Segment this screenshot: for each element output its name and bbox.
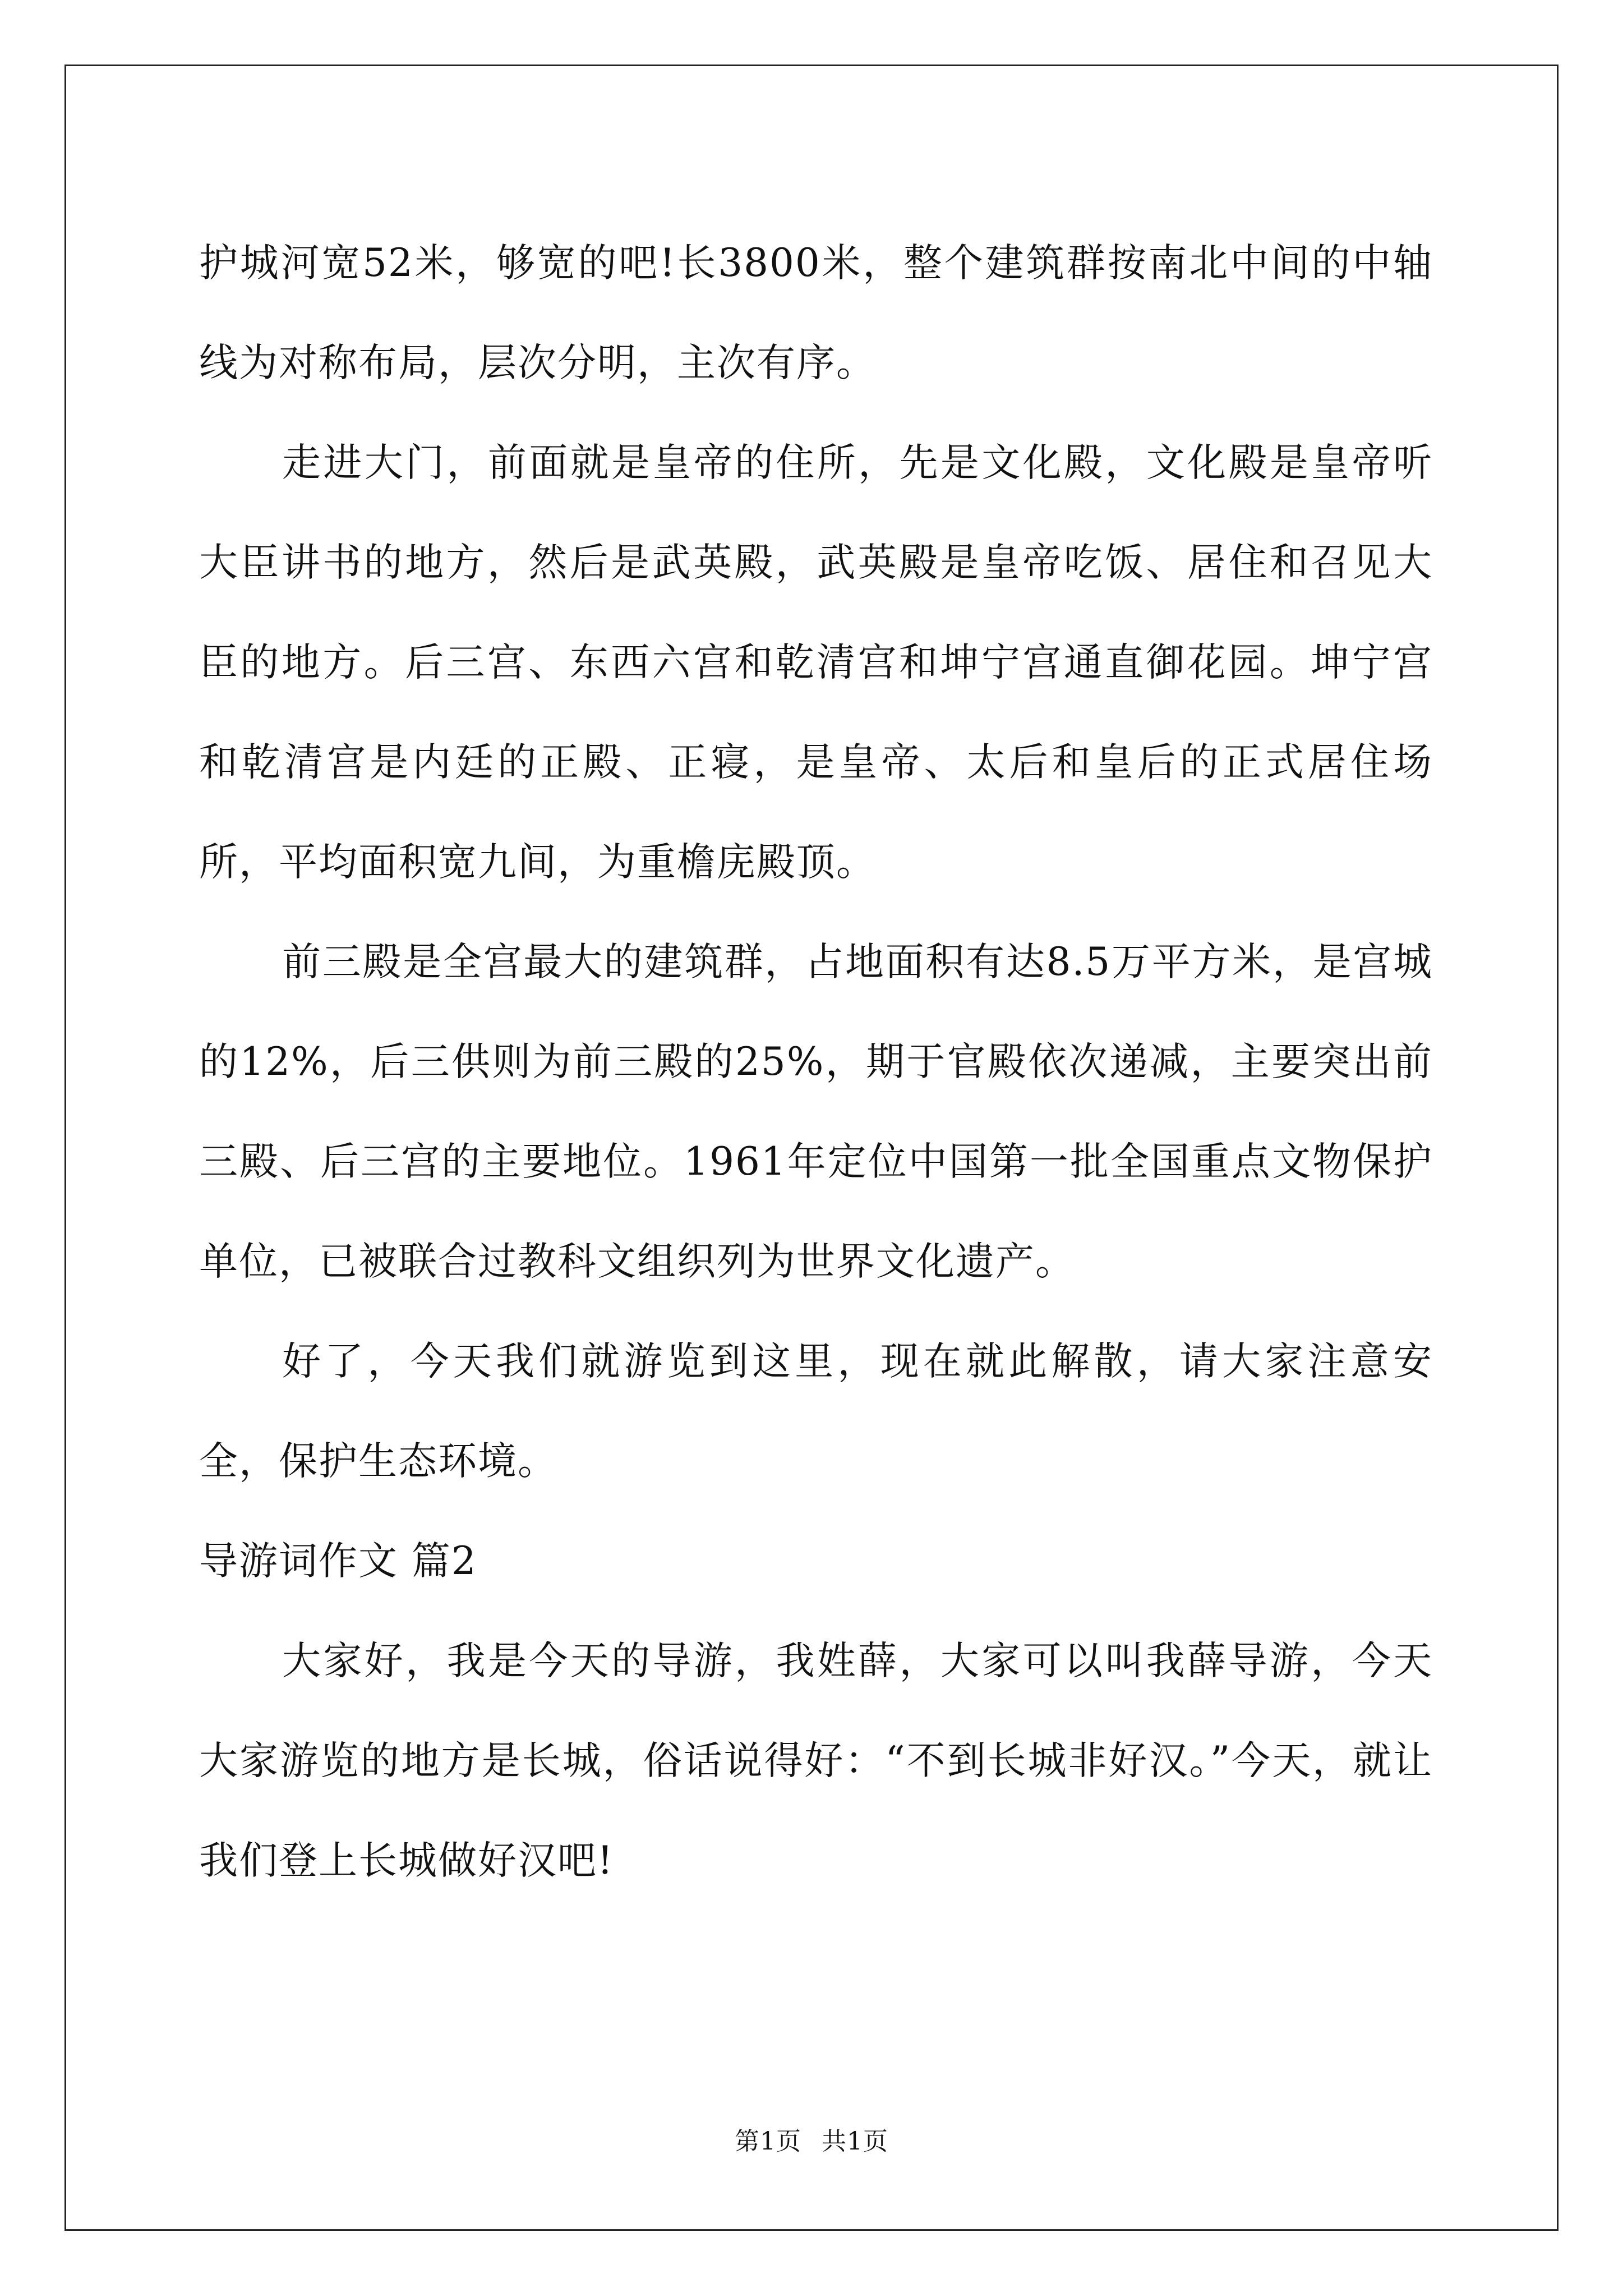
section-heading: 导游词作文 篇2 — [199, 1539, 477, 1584]
page-footer — [0, 2125, 1623, 2159]
paragraph-palace-halls: 走进大门，前面就是皇帝的住所，先是文化殿，文化殿是皇帝听大臣讲书的地方，然后是武英殿，武英殿是皇帝吃饭、居住和召见大臣的地方。后三宫、东西六宫和乾清宫和坤宁宫通直御花园。坤宁宫和乾清宫是内廷的正殿、正寝，是皇帝、太后和皇后的正式居住场所，平均面积宽九间，为重檐庑殿顶。 — [199, 440, 1433, 885]
paragraph-moat: 护城河宽52米，够宽的吧!长3800米，整个建筑群按南北中间的中轴线为对称布局，层次分明，主次有序。 — [199, 241, 1433, 385]
page-number: 第1页 — [735, 2127, 801, 2156]
paragraph-front-three-halls: 前三殿是全宫最大的建筑群，占地面积有达8.5万平方米，是宫城的12%，后三供则为前三殿的25%，期于官殿依次递减，主要突出前三殿、后三宫的主要地位。1961年定位中国第一批全国重点文物保护单位，已被联合过教科文组织列为世界文化遗产。 — [199, 940, 1433, 1284]
page-total: 共1页 — [822, 2127, 888, 2156]
paragraph-closing: 好了，今天我们就游览到这里，现在就此解散，请大家注意安全，保护生态环境。 — [199, 1339, 1433, 1484]
document-body — [199, 213, 1433, 1911]
paragraph-great-wall-intro: 大家好，我是今天的导游，我姓薛，大家可以叫我薛导游，今天大家游览的地方是长城，俗话说得好：“不到长城非好汉。”今天，就让我们登上长城做好汉吧! — [199, 1639, 1433, 1883]
